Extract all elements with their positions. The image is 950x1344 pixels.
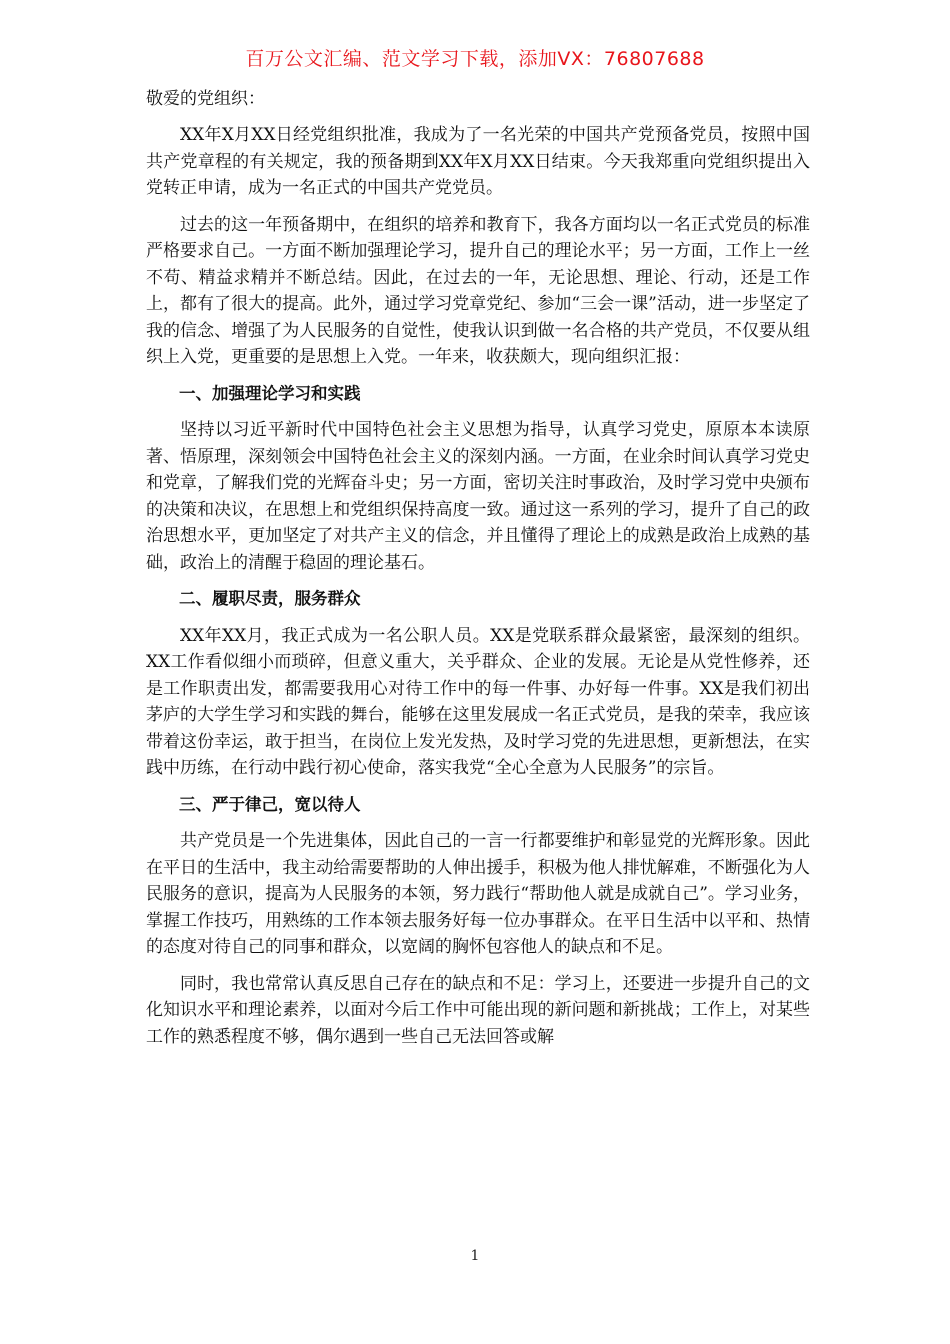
salutation: 敬爱的党组织： xyxy=(146,89,265,109)
section-paragraph-duty: XX年XX月，我正式成为一名公职人员。XX是党联系群众最紧密，最深刻的组织。XX工作看似细小而琐碎，但意义重大，关乎群众、企业的发展。无论是从党性修养，还是工作职责出发，都需要我用心对待工作中的每一件事、办好每一件事。XX是我们初出茅庐的大学生学习和实践的舞台，能够在这里发展成一名正式党员，是我的荣幸，我应该带着这份幸运，敢于担当，在岗位上发光发热，及时学习党的先进思想，更新想法，在实践中历练，在行动中践行初心使命，落实我党“全心全意为人民服务”的宗旨。 xyxy=(146,625,810,778)
intro-paragraph-2: 过去的这一年预备期中，在组织的培养和教育下，我各方面均以一名正式党员的标准严格要求自己。一方面不断加强理论学习，提升自己的理论水平；另一方面，工作上一丝不苟、精益求精并不断总结。因此，在过去的一年，无论思想、理论、行动，还是工作上，都有了很大的提高。此外，通过学习党章党纪、参加“三会一课”活动，进一步坚定了我的信念、增强了为人民服务的自觉性，使我认识到做一名合格的共产党员，不仅要从组织上入党，更重要的是思想上入党。一年来，收获颇大，现向组织汇报： xyxy=(146,214,810,367)
section-heading-theory: 一、加强理论学习和实践 xyxy=(179,383,361,403)
letter-body xyxy=(146,86,810,1060)
download-banner: 百万公文汇编、范文学习下载，添加VX：76807688 xyxy=(245,48,705,70)
intro-paragraph-1: XX年X月XX日经党组织批准，我成为了一名光荣的中国共产党预备党员，按照中国共产党章程的有关规定，我的预备期到XX年X月XX日结束。今天我郑重向党组织提出入党转正申请，成为一名正式的中国共产党党员。 xyxy=(146,125,810,198)
page-number: 1 xyxy=(470,1248,480,1264)
section-paragraph-discipline-2: 同时，我也常常认真反思自己存在的缺点和不足：学习上，还要进一步提升自己的文化知识水平和理论素养，以面对今后工作中可能出现的新问题和新挑战；工作上，对某些工作的熟悉程度不够，偶尔遇到一些自己无法回答或解 xyxy=(146,973,810,1047)
section-paragraph-theory: 坚持以习近平新时代中国特色社会主义思想为指导，认真学习党史，原原本本读原著、悟原理，深刻领会中国特色社会主义的深刻内涵。一方面，在业余时间认真学习党史和党章，了解我们党的光辉奋斗史；另一方面，密切关注时事政治，及时学习党中央颁布的决策和决议，在思想上和党组织保持高度一致。通过这一系列的学习，提升了自己的政治思想水平，更加坚定了对共产主义的信念，并且懂得了理论上的成熟是政治上成熟的基础，政治上的清醒于稳固的理论基石。 xyxy=(146,420,810,573)
section-paragraph-discipline-1: 共产党员是一个先进集体，因此自己的一言一行都要维护和彰显党的光辉形象。因此在平日的生活中，我主动给需要帮助的人伸出援手，积极为他人排忧解难，不断强化为人民服务的意识，提高为人民服务的本领，努力践行“帮助他人就是成就自己”。学习业务，掌握工作技巧，用熟练的工作本领去服务好每一位办事群众。在平日生活中以平和、热情的态度对待自己的同事和群众，以宽阔的胸怀包容他人的缺点和不足。 xyxy=(146,831,810,957)
section-heading-duty: 二、履职尽责，服务群众 xyxy=(179,589,361,608)
section-heading-discipline: 三、严于律己，宽以待人 xyxy=(179,794,361,814)
